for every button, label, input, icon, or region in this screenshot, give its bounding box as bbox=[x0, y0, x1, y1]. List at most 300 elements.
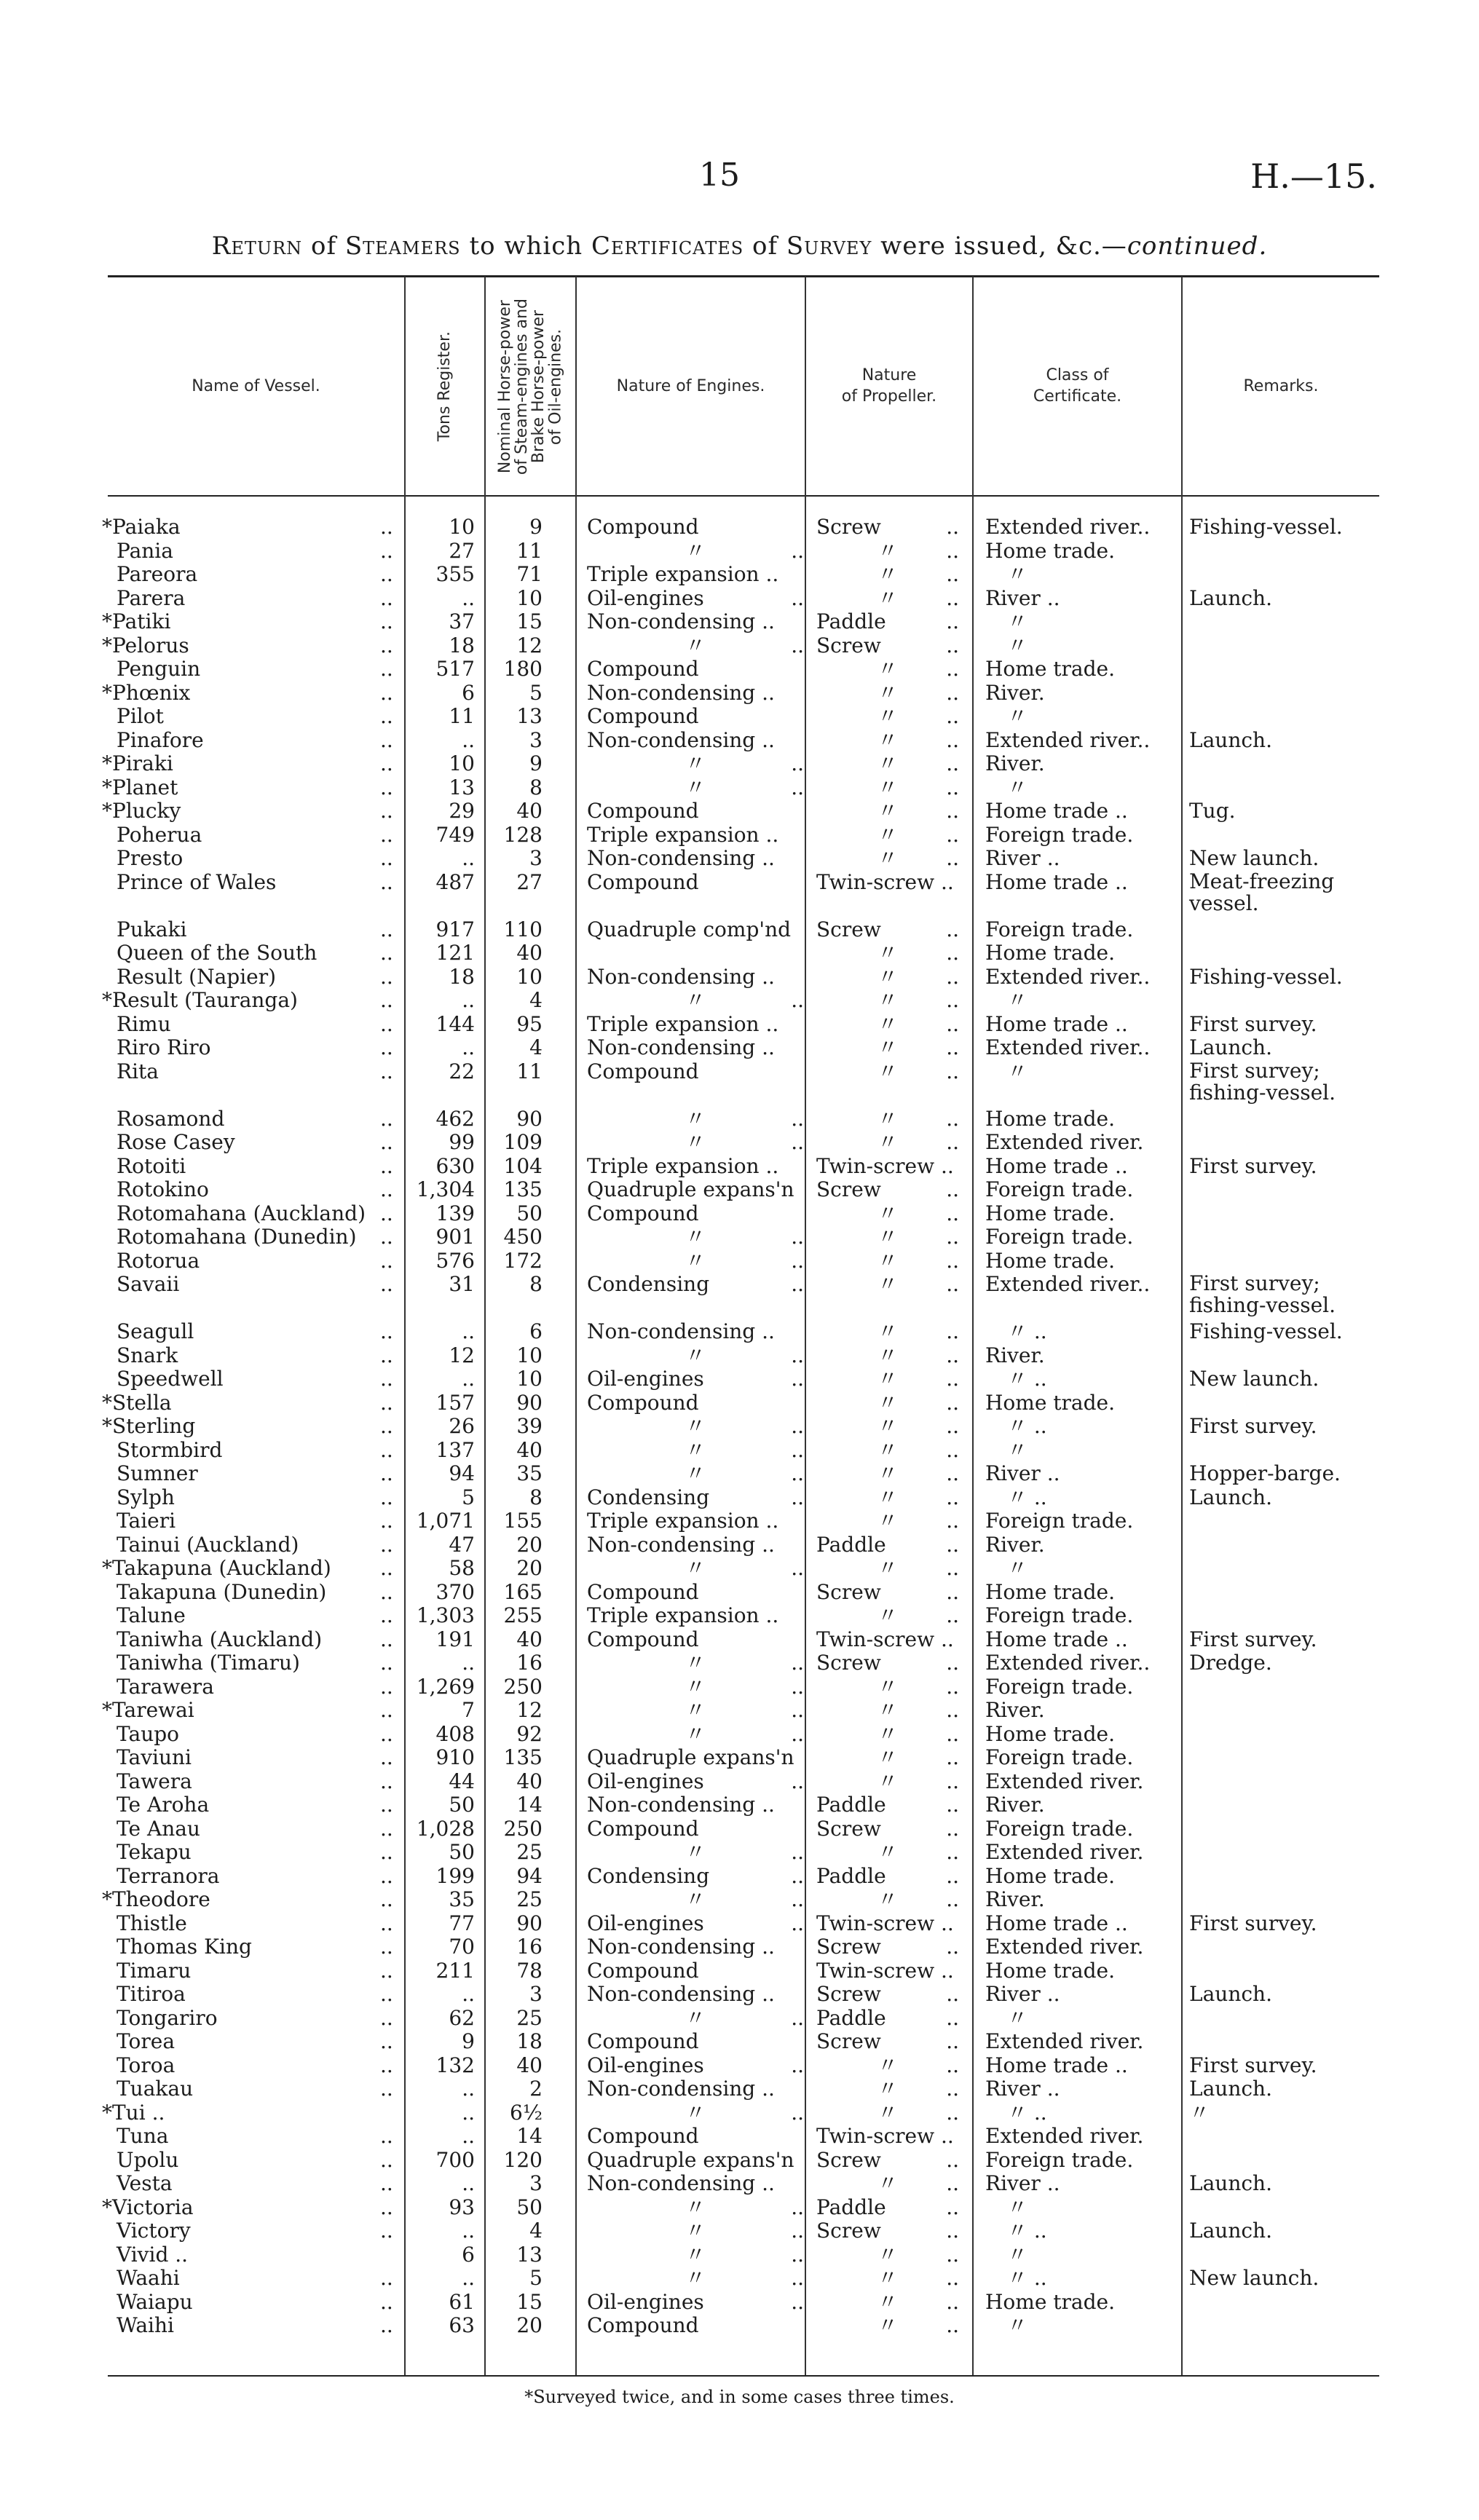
certificate-class-text: River. bbox=[985, 1793, 1045, 1817]
certificate-class-text: Extended river.. bbox=[985, 515, 1151, 539]
certificate-class-cell bbox=[985, 2125, 1176, 2149]
leader-dots: .. bbox=[946, 1414, 959, 1438]
certificate-class-text: Home trade. bbox=[985, 1863, 1116, 1888]
leader-dots: .. bbox=[380, 1485, 393, 1509]
leader-dots: .. bbox=[946, 585, 959, 610]
horse-power-cell: 13 bbox=[516, 2242, 543, 2267]
propeller-text: Twin-screw .. bbox=[816, 2124, 954, 2148]
engines-text: Condensing bbox=[587, 1485, 710, 1509]
horse-power-cell: 94 bbox=[516, 1863, 543, 1888]
leader-dots: .. bbox=[380, 1153, 393, 1178]
leader-dots: .. bbox=[946, 562, 959, 586]
leader-dots: .. bbox=[380, 1651, 393, 1675]
tons-cell: 517 bbox=[435, 657, 475, 681]
vessel-name: Taupo bbox=[117, 1721, 180, 1746]
engines-text: Quadruple expans'n bbox=[587, 1745, 794, 1769]
engines-cell bbox=[587, 1628, 804, 1652]
propeller-cell bbox=[816, 1935, 959, 1959]
propeller-cell bbox=[816, 1178, 959, 1202]
certificate-class-text: River .. bbox=[985, 846, 1060, 870]
engines-text: Condensing bbox=[587, 1272, 710, 1296]
table-row bbox=[0, 2196, 1479, 2220]
propeller-cell bbox=[816, 871, 959, 895]
engines-text: Non-condensing .. bbox=[587, 1532, 775, 1557]
engines-cell bbox=[587, 2125, 804, 2149]
certificate-class-cell bbox=[985, 1320, 1176, 1344]
leader-dots: .. bbox=[946, 2077, 959, 2101]
engines-cell bbox=[587, 540, 804, 564]
table-row bbox=[0, 1935, 1479, 1959]
propeller-cell bbox=[816, 1746, 959, 1770]
certificate-class-cell bbox=[985, 1935, 1176, 1959]
vessel-name-cell bbox=[102, 2125, 408, 2149]
ditto-mark: 〃 .. bbox=[1007, 2100, 1047, 2125]
table-row bbox=[0, 1581, 1479, 1605]
vessel-name-cell bbox=[102, 2172, 408, 2196]
tons-cell: 199 bbox=[435, 1863, 475, 1888]
remarks-cell bbox=[1189, 1912, 1393, 1936]
vessel-name: *Tarewai bbox=[102, 1698, 194, 1722]
remarks-cell bbox=[1189, 1155, 1393, 1179]
tons-cell: 70 bbox=[449, 1935, 475, 1959]
table-top-rule bbox=[108, 275, 1379, 277]
table-row bbox=[0, 2007, 1479, 2031]
table-row bbox=[0, 657, 1479, 682]
leader-dots: .. bbox=[791, 751, 804, 775]
ditto-mark: 〃 bbox=[685, 988, 706, 1012]
engines-cell bbox=[587, 682, 804, 706]
propeller-cell bbox=[816, 2007, 959, 2031]
table-row bbox=[0, 1912, 1479, 1936]
certificate-class-cell bbox=[985, 1036, 1176, 1060]
certificate-class-cell bbox=[985, 1888, 1176, 1912]
header-nature-of-propeller bbox=[806, 278, 972, 495]
certificate-class-text: Home trade .. bbox=[985, 2053, 1128, 2077]
propeller-cell bbox=[816, 1888, 959, 1912]
vessel-name: Te Aroha bbox=[117, 1793, 210, 1817]
engines-cell bbox=[587, 1604, 804, 1628]
ditto-mark: 〃 bbox=[877, 964, 898, 989]
header-label: Nature of Propeller. bbox=[841, 366, 937, 406]
propeller-cell bbox=[816, 1225, 959, 1249]
ditto-mark: 〃 bbox=[1007, 609, 1028, 633]
leader-dots: .. bbox=[380, 1248, 393, 1273]
engines-cell bbox=[587, 2243, 804, 2267]
engines-text: Compound bbox=[587, 1059, 699, 1083]
propeller-cell bbox=[816, 1723, 959, 1747]
leader-dots: .. bbox=[946, 2100, 959, 2125]
header-label: Class of Certificate. bbox=[1033, 366, 1122, 406]
page-number: 15 bbox=[699, 157, 740, 194]
leader-dots: .. bbox=[380, 2029, 393, 2053]
leader-dots: .. bbox=[946, 1816, 959, 1841]
engines-text: Condensing bbox=[587, 1863, 710, 1888]
engines-text: Triple expansion .. bbox=[587, 1011, 779, 1036]
leader-dots: .. bbox=[791, 2005, 804, 2030]
remarks-cell bbox=[1189, 1628, 1393, 1652]
title-word: of bbox=[752, 232, 778, 261]
ditto-mark: 〃 bbox=[685, 1225, 706, 1249]
certificate-class-cell bbox=[985, 657, 1176, 682]
table-row bbox=[0, 563, 1479, 587]
leader-dots: .. bbox=[946, 964, 959, 989]
certificate-class-text: Foreign trade. bbox=[985, 1603, 1134, 1627]
leader-dots: .. bbox=[380, 917, 393, 941]
certificate-class-cell bbox=[985, 2219, 1176, 2243]
vessel-name: *Victoria bbox=[102, 2195, 194, 2219]
header-label: Tons Register. bbox=[435, 331, 454, 442]
engines-cell bbox=[587, 587, 804, 611]
leader-dots: .. bbox=[946, 1485, 959, 1509]
engines-text: Compound bbox=[587, 1958, 699, 1983]
horse-power-cell: 20 bbox=[516, 2313, 543, 2337]
leader-dots: .. bbox=[791, 1130, 804, 1154]
tons-cell: .. bbox=[462, 1035, 475, 1059]
engines-cell bbox=[587, 1249, 804, 1273]
horse-power-cell: 40 bbox=[516, 1769, 543, 1793]
vessel-name-cell bbox=[102, 2219, 408, 2243]
vessel-name-cell bbox=[102, 1155, 408, 1179]
certificate-class-cell bbox=[985, 1651, 1176, 1675]
vessel-name: Tekapu bbox=[117, 1840, 192, 1864]
vessel-name: Stormbird bbox=[117, 1437, 223, 1462]
tons-cell: .. bbox=[462, 2100, 475, 2125]
propeller-cell bbox=[816, 823, 959, 848]
vessel-name: *Planet bbox=[102, 775, 178, 799]
leader-dots: .. bbox=[380, 1556, 393, 1580]
vessel-name-cell bbox=[102, 1107, 408, 1131]
engines-cell bbox=[587, 1509, 804, 1533]
certificate-class-cell bbox=[985, 1770, 1176, 1794]
leader-dots: .. bbox=[946, 1556, 959, 1580]
certificate-class-text: Home trade. bbox=[985, 538, 1116, 563]
engines-cell bbox=[587, 1178, 804, 1202]
ditto-mark: 〃 bbox=[1007, 775, 1028, 799]
ditto-mark: 〃 bbox=[1007, 704, 1028, 728]
engines-cell bbox=[587, 1155, 804, 1179]
certificate-class-cell bbox=[985, 799, 1176, 823]
leader-dots: .. bbox=[791, 1485, 804, 1509]
leader-dots: .. bbox=[380, 2195, 393, 2219]
vessel-name: Sylph bbox=[117, 1485, 175, 1509]
leader-dots: .. bbox=[946, 751, 959, 775]
ditto-mark: 〃 bbox=[685, 1437, 706, 1462]
horse-power-cell: 3 bbox=[529, 846, 543, 870]
table-row bbox=[0, 2077, 1479, 2101]
leader-dots: .. bbox=[380, 727, 393, 752]
certificate-class-cell bbox=[985, 1699, 1176, 1723]
ditto-mark: 〃 bbox=[877, 2266, 898, 2290]
certificate-class-cell bbox=[985, 516, 1176, 540]
remarks-text: New launch. bbox=[1189, 846, 1320, 870]
certificate-class-text: Extended river.. bbox=[985, 727, 1151, 752]
certificate-class-text: Extended river. bbox=[985, 2124, 1144, 2148]
leader-dots: .. bbox=[946, 1863, 959, 1888]
engines-text: Triple expansion .. bbox=[587, 1509, 779, 1533]
remarks-cell bbox=[1189, 1415, 1393, 1439]
leader-dots: .. bbox=[380, 799, 393, 823]
vessel-name: Taniwha (Timaru) bbox=[117, 1651, 300, 1675]
tons-cell: 408 bbox=[435, 1721, 475, 1746]
tons-cell: 7 bbox=[462, 1698, 475, 1722]
certificate-class-text: Extended river. bbox=[985, 1935, 1144, 1959]
tons-cell: 910 bbox=[435, 1745, 475, 1769]
propeller-cell bbox=[816, 1439, 959, 1463]
leader-dots: .. bbox=[791, 585, 804, 610]
leader-dots: .. bbox=[380, 2147, 393, 2172]
vessel-name-cell bbox=[102, 1249, 408, 1273]
ditto-mark: 〃 bbox=[685, 1130, 706, 1154]
tons-cell: 13 bbox=[449, 775, 475, 799]
leader-dots: .. bbox=[791, 2242, 804, 2267]
leader-dots: .. bbox=[791, 1840, 804, 1864]
leader-dots: .. bbox=[380, 1982, 393, 2006]
engines-cell bbox=[587, 1723, 804, 1747]
certificate-class-cell bbox=[985, 729, 1176, 753]
certificate-class-cell bbox=[985, 682, 1176, 706]
remarks-text: Fishing-vessel. bbox=[1189, 515, 1343, 539]
tons-cell: 29 bbox=[449, 799, 475, 823]
leader-dots: .. bbox=[791, 1911, 804, 1935]
header-horse-power bbox=[486, 278, 575, 495]
leader-dots: .. bbox=[380, 1437, 393, 1462]
certificate-class-text: River. bbox=[985, 1887, 1045, 1911]
tons-cell: 47 bbox=[449, 1532, 475, 1557]
vessel-name: Thomas King bbox=[117, 1935, 252, 1959]
leader-dots: .. bbox=[946, 1035, 959, 1059]
remarks-cell bbox=[1189, 516, 1393, 540]
vessel-name-cell bbox=[102, 1415, 408, 1439]
tons-cell: 6 bbox=[462, 2242, 475, 2267]
certificate-class-text: Foreign trade. bbox=[985, 917, 1134, 941]
leader-dots: .. bbox=[380, 1461, 393, 1485]
engines-cell bbox=[587, 823, 804, 848]
leader-dots: .. bbox=[946, 799, 959, 823]
leader-dots: .. bbox=[946, 1461, 959, 1485]
engines-cell bbox=[587, 1770, 804, 1794]
propeller-cell bbox=[816, 918, 959, 942]
vessel-name-cell bbox=[102, 2267, 408, 2291]
table-row bbox=[0, 1225, 1479, 1249]
tons-cell: 1,269 bbox=[416, 1674, 475, 1699]
certificate-class-text: River .. bbox=[985, 2077, 1060, 2101]
vessel-name-cell bbox=[102, 1533, 408, 1557]
ditto-mark: 〃 bbox=[685, 1556, 706, 1580]
engines-text: Compound bbox=[587, 1201, 699, 1225]
vessel-name-cell bbox=[102, 634, 408, 658]
header-label: Nominal Horse-power of Steam-engines and Brake Horse-power of Oil-engines. bbox=[496, 298, 565, 475]
propeller-cell bbox=[816, 1415, 959, 1439]
engines-cell bbox=[587, 1131, 804, 1155]
remarks-text: First survey; fishing-vessel. bbox=[1189, 1058, 1336, 1105]
vessel-name: Snark bbox=[117, 1343, 178, 1367]
engines-text: Non-condensing .. bbox=[587, 1319, 775, 1343]
certificate-class-cell bbox=[985, 823, 1176, 848]
ditto-mark: 〃 .. bbox=[1007, 2266, 1047, 2290]
remarks-text: Launch. bbox=[1189, 1485, 1272, 1509]
ditto-mark: 〃 bbox=[685, 633, 706, 657]
engines-cell bbox=[587, 1486, 804, 1510]
propeller-cell bbox=[816, 965, 959, 990]
tons-cell: 11 bbox=[449, 704, 475, 728]
ditto-mark: 〃 bbox=[877, 2053, 898, 2077]
ditto-mark: 〃 bbox=[1007, 2313, 1028, 2337]
tons-cell: 93 bbox=[449, 2195, 475, 2219]
tons-cell: 35 bbox=[449, 1887, 475, 1911]
leader-dots: .. bbox=[380, 2219, 393, 2243]
vessel-name: Rose Casey bbox=[117, 1130, 235, 1154]
propeller-cell bbox=[816, 2243, 959, 2267]
engines-cell bbox=[587, 1793, 804, 1817]
leader-dots: .. bbox=[946, 2171, 959, 2195]
engines-cell bbox=[587, 1841, 804, 1865]
table-row bbox=[0, 1107, 1479, 1131]
remarks-text: First survey. bbox=[1189, 1153, 1317, 1178]
propeller-cell bbox=[816, 1391, 959, 1415]
table-row bbox=[0, 1509, 1479, 1533]
certificate-class-cell bbox=[985, 540, 1176, 564]
table-row bbox=[0, 941, 1479, 965]
leader-dots: .. bbox=[791, 1721, 804, 1746]
vessel-name-cell bbox=[102, 540, 408, 564]
ditto-mark: 〃 bbox=[877, 1011, 898, 1036]
tons-cell: 1,303 bbox=[416, 1603, 475, 1627]
tons-cell: 77 bbox=[449, 1911, 475, 1935]
certificate-class-cell bbox=[985, 776, 1176, 800]
propeller-cell bbox=[816, 1959, 959, 1983]
table-bottom-rule bbox=[108, 2375, 1379, 2377]
vessel-name: Te Anau bbox=[117, 1816, 200, 1841]
leader-dots: .. bbox=[946, 2147, 959, 2172]
propeller-cell bbox=[816, 799, 959, 823]
leader-dots: .. bbox=[791, 1414, 804, 1438]
certificate-class-cell bbox=[985, 2077, 1176, 2101]
vessel-name-cell bbox=[102, 1888, 408, 1912]
horse-power-cell: 27 bbox=[516, 869, 543, 894]
leader-dots: .. bbox=[946, 1248, 959, 1273]
certificate-class-cell bbox=[985, 2243, 1176, 2267]
vessel-name-cell bbox=[102, 516, 408, 540]
engines-text: Oil-engines bbox=[587, 1911, 704, 1935]
horse-power-cell: 39 bbox=[516, 1414, 543, 1438]
table-title bbox=[0, 232, 1479, 261]
horse-power-cell: 5 bbox=[529, 680, 543, 705]
table-row bbox=[0, 752, 1479, 776]
leader-dots: .. bbox=[946, 1982, 959, 2006]
tons-cell: 749 bbox=[435, 822, 475, 847]
engines-cell bbox=[587, 2077, 804, 2101]
certificate-class-cell bbox=[985, 2101, 1176, 2125]
vessel-name: Penguin bbox=[117, 657, 201, 681]
certificate-class-cell bbox=[985, 2267, 1176, 2291]
certificate-class-cell bbox=[985, 1367, 1176, 1391]
leader-dots: .. bbox=[791, 1272, 804, 1296]
certificate-class-cell bbox=[985, 1604, 1176, 1628]
propeller-cell bbox=[816, 2125, 959, 2149]
engines-cell bbox=[587, 847, 804, 871]
vessel-name-cell bbox=[102, 1320, 408, 1344]
certificate-class-cell bbox=[985, 1225, 1176, 1249]
vessel-name: Terranora bbox=[117, 1863, 220, 1888]
vessel-name-cell bbox=[102, 2291, 408, 2315]
certificate-class-cell bbox=[985, 2314, 1176, 2338]
leader-dots: .. bbox=[946, 775, 959, 799]
vessel-name-cell bbox=[102, 1344, 408, 1368]
tons-cell: .. bbox=[462, 846, 475, 870]
certificate-class-text: Home trade .. bbox=[985, 869, 1128, 894]
remarks-text: First survey. bbox=[1189, 1627, 1317, 1651]
ditto-mark: 〃 bbox=[685, 2266, 706, 2290]
leader-dots: .. bbox=[380, 1887, 393, 1911]
vessel-name: Talune bbox=[117, 1603, 186, 1627]
ditto-mark: 〃 bbox=[685, 1248, 706, 1273]
certificate-class-cell bbox=[985, 1509, 1176, 1533]
propeller-cell bbox=[816, 776, 959, 800]
tons-cell: 917 bbox=[435, 917, 475, 941]
horse-power-cell: 16 bbox=[516, 1651, 543, 1675]
engines-text: Compound bbox=[587, 704, 699, 728]
propeller-cell bbox=[816, 1344, 959, 1368]
horse-power-cell: 78 bbox=[516, 1958, 543, 1983]
certificate-class-cell bbox=[985, 563, 1176, 587]
remarks-cell bbox=[1189, 2077, 1393, 2101]
engines-text: Non-condensing .. bbox=[587, 964, 775, 989]
leader-dots: .. bbox=[380, 2053, 393, 2077]
engines-cell bbox=[587, 1013, 804, 1037]
propeller-text: Screw bbox=[816, 2219, 881, 2243]
horse-power-cell: 6 bbox=[529, 1319, 543, 1343]
vessel-name-cell bbox=[102, 2101, 408, 2125]
tons-cell: 99 bbox=[449, 1130, 475, 1154]
tons-cell: 26 bbox=[449, 1414, 475, 1438]
vessel-name-cell bbox=[102, 1935, 408, 1959]
leader-dots: .. bbox=[946, 2242, 959, 2267]
leader-dots: .. bbox=[791, 538, 804, 563]
horse-power-cell: 40 bbox=[516, 941, 543, 965]
table-row bbox=[0, 1865, 1479, 1889]
remarks-text: Launch. bbox=[1189, 1982, 1272, 2006]
ditto-mark: 〃 bbox=[877, 1390, 898, 1415]
leader-dots: .. bbox=[380, 633, 393, 657]
ditto-mark: 〃 bbox=[877, 1035, 898, 1059]
certificate-class-cell bbox=[985, 965, 1176, 990]
table-row bbox=[0, 1131, 1479, 1155]
leader-dots: .. bbox=[946, 2313, 959, 2337]
engines-cell bbox=[587, 634, 804, 658]
engines-text: Compound bbox=[587, 2313, 699, 2337]
vessel-name: *Sterling bbox=[102, 1414, 196, 1438]
tons-cell: 37 bbox=[449, 609, 475, 633]
engines-cell bbox=[587, 1699, 804, 1723]
certificate-class-text: Home trade. bbox=[985, 1579, 1116, 1604]
engines-cell bbox=[587, 2030, 804, 2054]
table-row bbox=[0, 1604, 1479, 1628]
leader-dots: .. bbox=[946, 941, 959, 965]
horse-power-cell: 15 bbox=[516, 2289, 543, 2314]
table-row bbox=[0, 965, 1479, 990]
leader-dots: .. bbox=[791, 1674, 804, 1699]
vessel-name-cell bbox=[102, 610, 408, 634]
ditto-mark: 〃 bbox=[877, 1769, 898, 1793]
leader-dots: .. bbox=[946, 1698, 959, 1722]
tons-cell: .. bbox=[462, 2219, 475, 2243]
ditto-mark: 〃 bbox=[877, 988, 898, 1012]
tons-cell: 630 bbox=[435, 1153, 475, 1178]
certificate-class-cell bbox=[985, 1462, 1176, 1486]
horse-power-cell: 5 bbox=[529, 2266, 543, 2290]
engines-cell bbox=[587, 2196, 804, 2220]
certificate-class-cell bbox=[985, 2054, 1176, 2078]
